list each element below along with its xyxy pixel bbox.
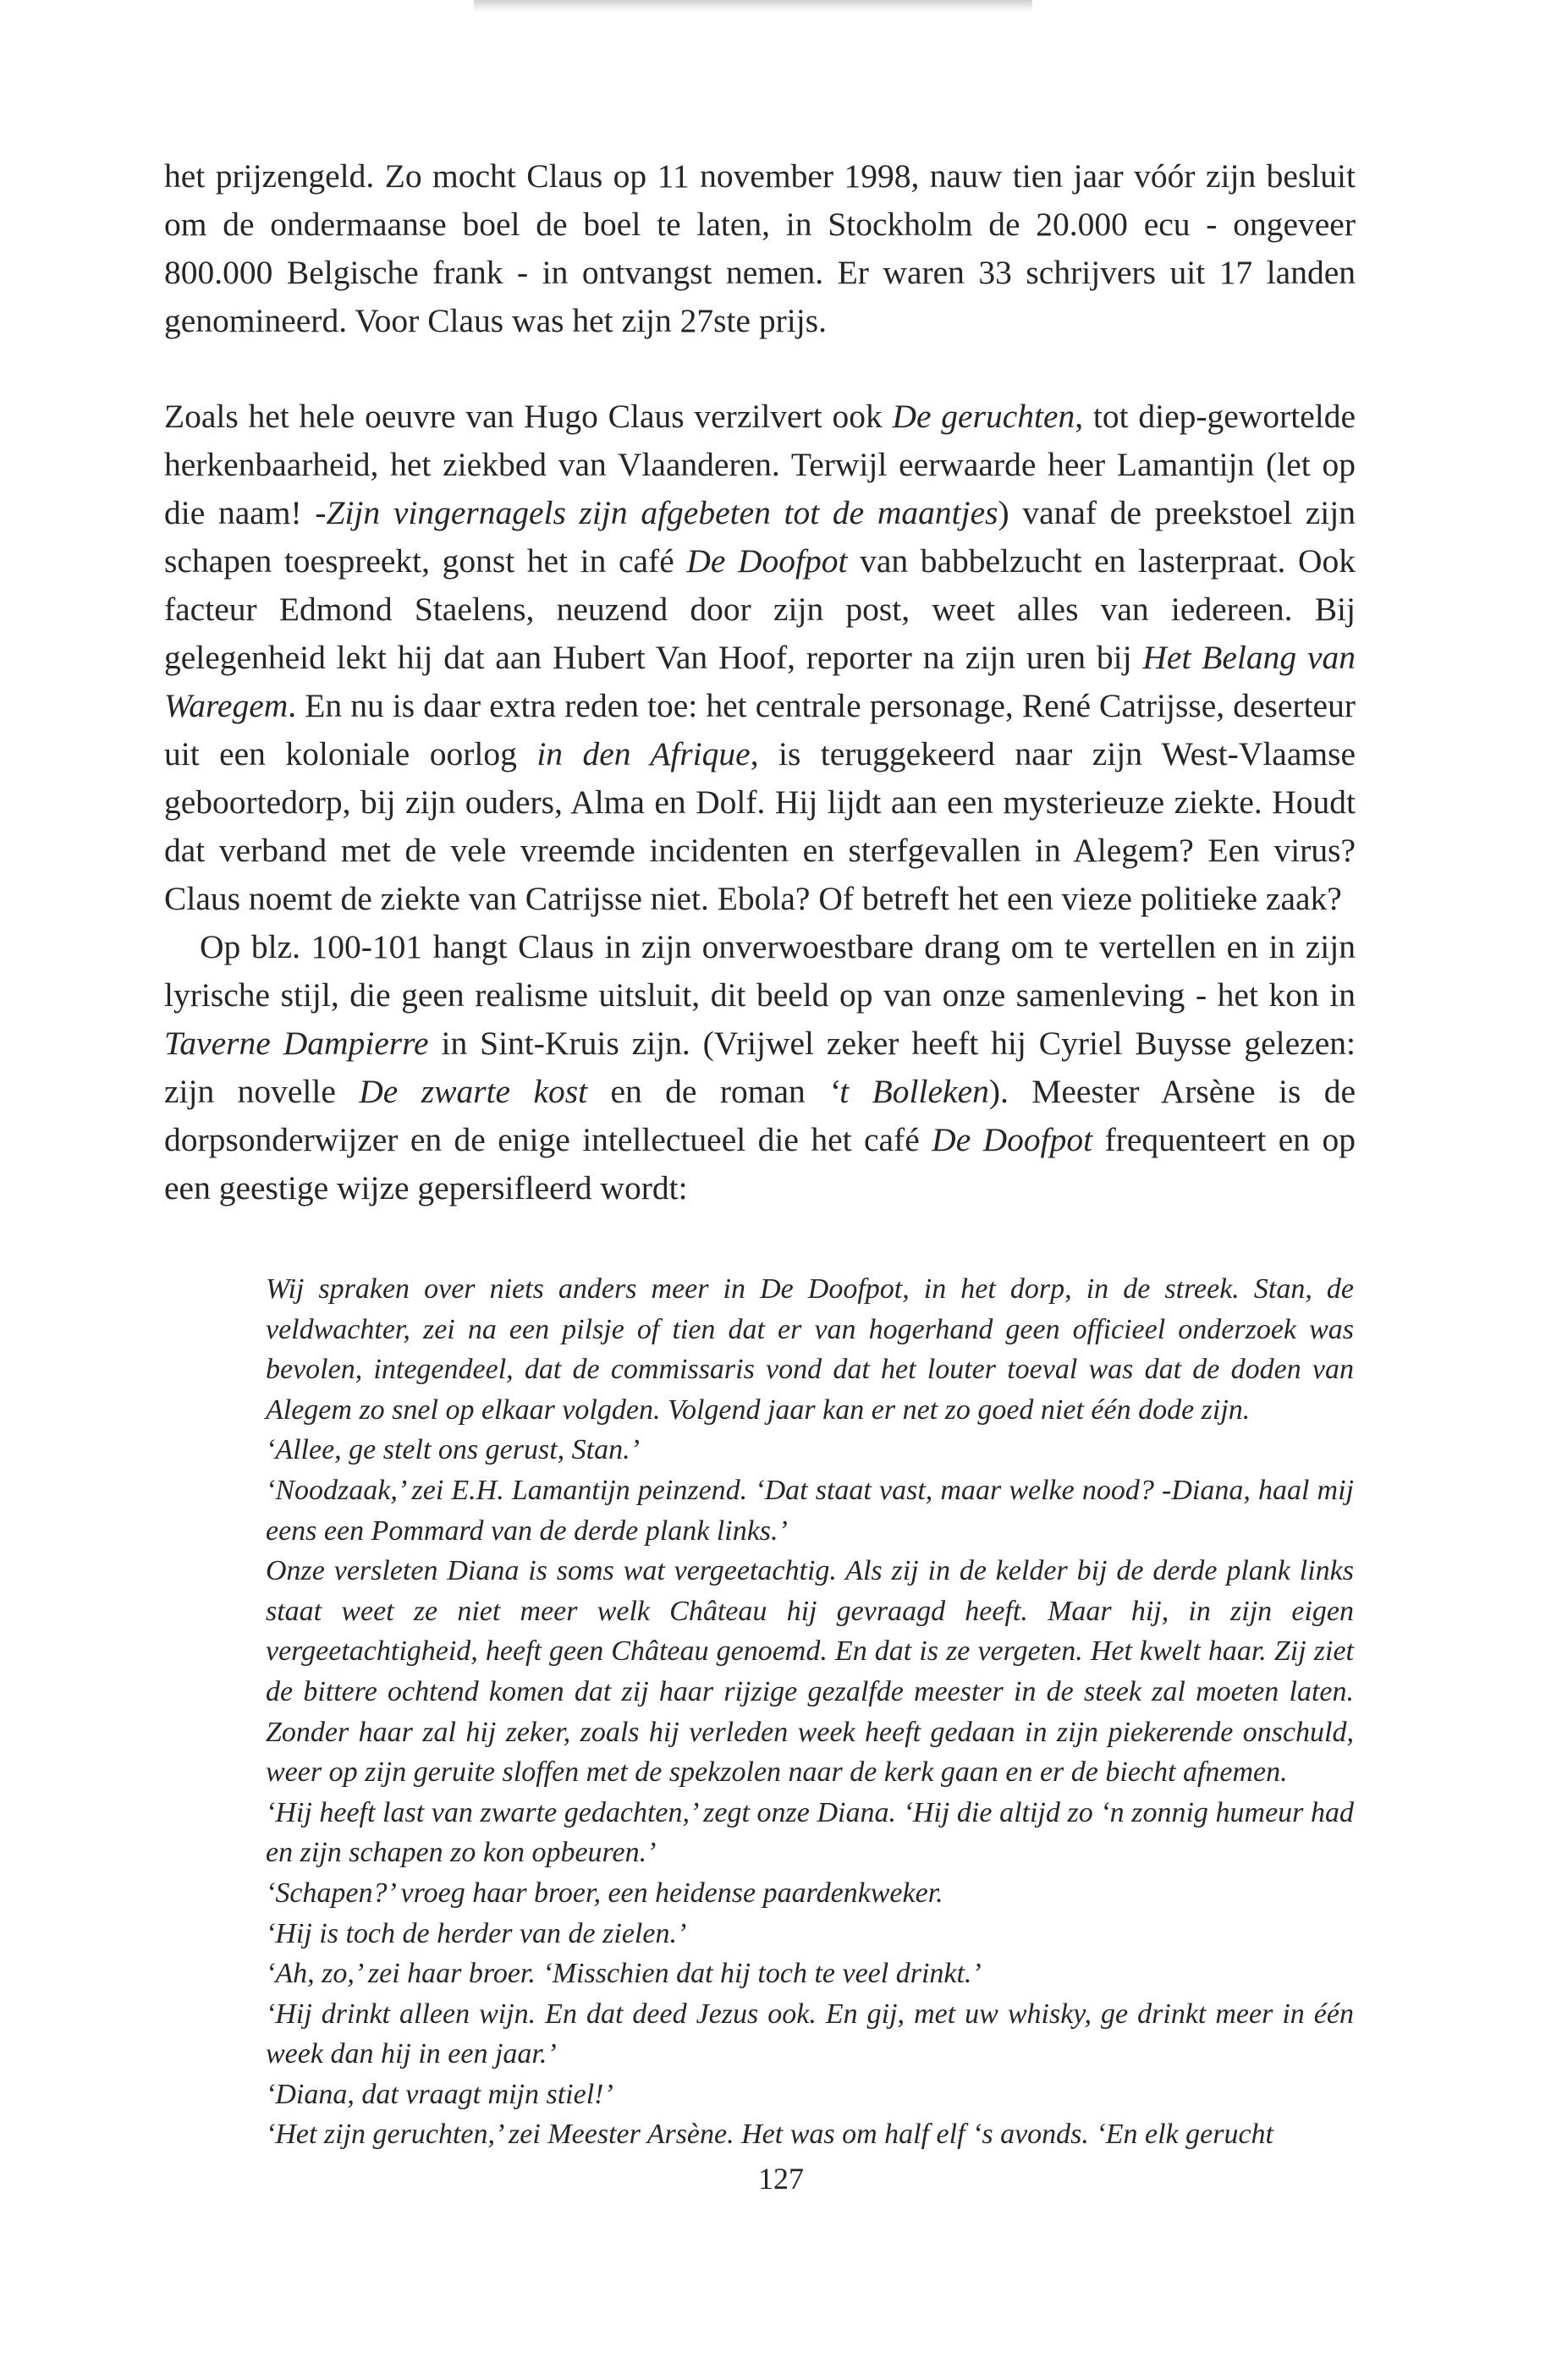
text-run: Op blz. 100-101 hangt Claus in zijn onverwoestbare drang om te vertellen en in zijn lyrische stijl, die geen realisme uitsluit, dit beeld op van onze samenleving - het kon in (164, 928, 1356, 1014)
quote-line: ‘Schapen?’ vroeg haar broer, een heidense paardenkweker. (266, 1877, 943, 1909)
italic-run: De Doofpot (686, 542, 848, 580)
italic-run: De geruchten (892, 398, 1075, 435)
paragraph-1 (164, 152, 1356, 345)
quote-line: ‘Hij drinkt alleen wijn. En dat deed Jezus ook. En gij, met uw whisky, ge drinkt meer in één week dan hij in een jaar.’ (266, 1998, 1354, 2070)
italic-run: in den Afrique (536, 735, 751, 772)
text-run: ). Meester Arsène is de dorpsonderwijzer en de enige intellectueel die het café (164, 1073, 1356, 1158)
italic-run: De zwarte kost (359, 1073, 588, 1110)
body-text (164, 152, 1356, 1212)
text-run: , is teruggekeerd naar zijn West-Vlaamse geboortedorp, bij zijn ouders, Alma en Dolf. Hij lijdt aan een mysterieuze ziekte. Houdt dat verband met de vele vreemde incidenten en sterfgevallen in Alegem? Een virus? Claus noemt de ziekte van Catrijsse niet. Ebola? Of betreft het een vieze politieke zaak? (164, 735, 1356, 917)
text-run: en de roman (587, 1073, 829, 1110)
text-run: ) vanaf de preekstoel zijn schapen toespreekt, gonst het in café (164, 494, 1356, 580)
text-run: frequenteert en op een geestige wijze gepersifleerd wordt: (164, 1121, 1356, 1206)
quote-line: ‘Hij is toch de herder van de zielen.’ (266, 1917, 687, 1949)
italic-run: Het Belang van Waregem (164, 639, 1356, 724)
quote-line: ‘Ah, zo,’ zei haar broer. ‘Misschien dat hij toch te veel drinkt.’ (266, 1958, 982, 1990)
italic-run: -Zijn vingernagels zijn afgebeten tot de maantjes (315, 494, 998, 531)
quote-line: ‘Het zijn geruchten,’ zei Meester Arsène. Het was om half elf ‘s avonds. ‘En elk gerucht (266, 2119, 1273, 2151)
quote-line: ‘Noodzaak,’ zei E.H. Lamantijn peinzend. ‘Dat staat vast, maar welke nood? -Diana, haal mij eens een Pommard van de derde plank links.’ (266, 1474, 1354, 1547)
quote-line: Onze versleten Diana is soms wat vergeetachtig. Als zij in de kelder bij de derde plank links staat weet ze niet meer welk Château hij gevraagd heeft. Maar hij, in zijn eigen vergeetachtigheid, heeft geen Château genoemd. En dat is ze vergeten. Het kwelt haar. Zij ziet de bittere ochtend komen dat zij haar rijzige gezalfde meester in de steek zal moeten laten. Zonder haar zal hij zeker, zoals hij verleden week heeft gedaan in zijn piekerende onschuld, weer op zijn geruite sloffen met de spekzolen naar de kerk gaan en er de biecht afnemen. (266, 1555, 1354, 1789)
paragraph-2 (164, 393, 1356, 923)
scan-edge-shadow (474, 0, 1032, 12)
italic-run: Taverne Dampierre (164, 1025, 429, 1062)
text-run: van babbelzucht en lasterpraat. Ook facteur Edmond Staelens, neuzend door zijn post, weet alles van iedereen. Bij gelegenheid lekt hij dat aan Hubert Van Hoof, reporter na zijn uren bij (164, 542, 1356, 676)
block-quote (266, 1269, 1354, 2155)
text-run: . En nu is daar extra reden toe: het centrale personage, René Catrijsse, deserteur uit een koloniale oorlog (164, 687, 1356, 772)
quote-line: Wij spraken over niets anders meer in De Doofpot, in het dorp, in de streek. Stan, de veldwachter, zei na een pilsje of tien dat er van hogerhand geen officieel onderzoek was bevolen, integendeel, dat de commissaris vond dat het louter toeval was dat de doden van Alegem zo snel op elkaar volgden. Volgend jaar kan er net zo goed niet één dode zijn. (266, 1273, 1354, 1426)
paragraph-3 (164, 923, 1356, 1212)
quote-line: ‘Allee, ge stelt ons gerust, Stan.’ (266, 1434, 640, 1466)
text-run: het prijzengeld. Zo mocht Claus op 11 november 1998, nauw tien jaar vóór zijn besluit om de ondermaanse boel de boel te laten, in Stockholm de 20.000 ecu - ongeveer 800.000 Belgische frank - in ontvangst nemen. Er waren 33 schrijvers uit 17 landen genomineerd. Voor Claus was het zijn 27ste prijs. (164, 157, 1356, 339)
text-run: Zoals het hele oeuvre van Hugo Claus verzilvert ook (164, 398, 893, 435)
italic-run: ‘t Bolleken (828, 1073, 989, 1110)
quote-line: ‘Hij heeft last van zwarte gedachten,’ zegt onze Diana. ‘Hij die altijd zo ‘n zonnig humeur had en zijn schapen zo kon opbeuren.’ (266, 1796, 1354, 1869)
text-run: in Sint-Kruis zijn. (Vrijwel zeker heeft hij Cyriel Buysse gelezen: zijn novelle (164, 1025, 1356, 1110)
italic-run: De Doofpot (932, 1121, 1093, 1158)
text-run: , tot diep-gewortelde herkenbaarheid, het ziekbed van Vlaanderen. Terwijl eerwaarde heer Lamantijn (let op die naam! (164, 398, 1356, 531)
quote-line: ‘Diana, dat vraagt mijn stiel!’ (266, 2078, 613, 2110)
page-number: 127 (758, 2162, 804, 2196)
